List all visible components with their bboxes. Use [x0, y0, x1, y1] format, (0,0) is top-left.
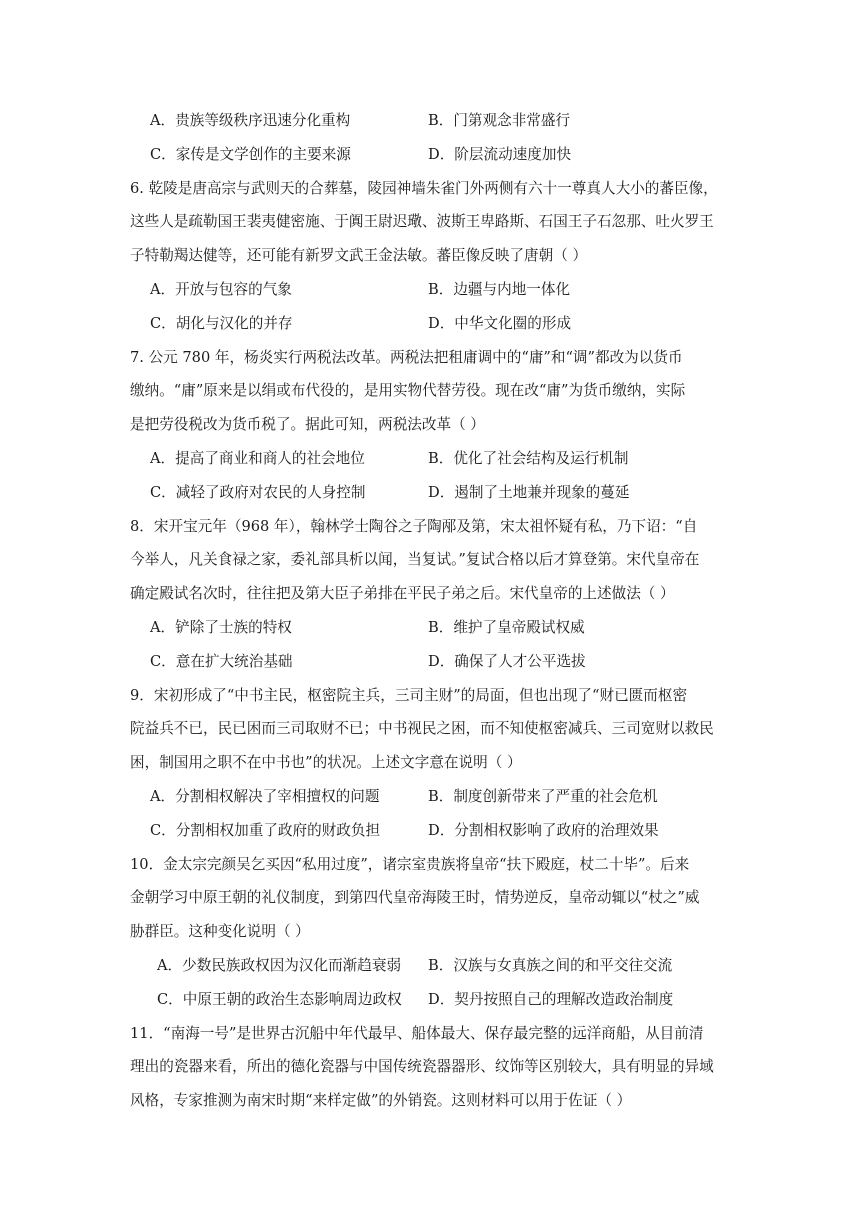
- q10-option-c: C．中原王朝的政治生态影响周边政权: [157, 991, 402, 1008]
- q10-option-a: A．少数民族政权因为汉化而渐趋衰弱: [157, 957, 402, 974]
- q8-stem-line-2: 今举人，凡关食禄之家，委礼部具析以闻，当复试。”复试合格以后才算登第。宋代皇帝在: [130, 551, 700, 568]
- q6-option-c: C．胡化与汉化的并存: [150, 315, 293, 332]
- q9-option-a: A．分割相权解决了宰相擅权的问题: [150, 788, 380, 805]
- q7-option-d: D．遏制了土地兼并现象的蔓延: [428, 484, 630, 501]
- q8-option-a: A．铲除了士族的特权: [150, 619, 292, 636]
- q9-stem-line-2: 院益兵不已，民已困而三司取财不已；中书视民之困，而不知使枢密减兵、三司宽财以救民: [130, 720, 714, 737]
- q9-option-b: B．制度创新带来了严重的社会危机: [428, 788, 658, 805]
- q5-option-c: C．家传是文学创作的主要来源: [150, 146, 351, 163]
- q6-option-d: D．中华文化圈的形成: [428, 315, 572, 332]
- q10-stem-line-1: 10．金太宗完颜吴乞买因“私用过度”，诸宗室贵族将皇帝“扶下殿庭，杖二十毕”。后来: [130, 856, 690, 873]
- q9-stem-line-3: 困，制国用之职不在中书也”的状况。上述文字意在说明（ ）: [130, 754, 522, 771]
- q9-stem-line-1: 9．宋初形成了“中书主民，枢密院主兵，三司主财”的局面，但也出现了“财已匮而枢密: [130, 687, 688, 704]
- q11-stem-line-3: 风格，专家推测为南宋时期“来样定做”的外销瓷。这则材料可以用于佐证（ ）: [130, 1092, 632, 1109]
- q7-option-a: A．提高了商业和商人的社会地位: [150, 450, 365, 467]
- q5-option-b: B．门第观念非常盛行: [428, 112, 571, 129]
- q11-stem-line-2: 理出的瓷器来看，所出的德化瓷器与中国传统瓷器器形、纹饰等区别较大，具有明显的异域: [130, 1058, 714, 1075]
- q11-stem-line-1: 11．“南海一号”是世界古沉船中年代最早、船体最大、保存最完整的远洋商船，从目前清: [130, 1025, 704, 1042]
- q8-stem-line-1: 8．宋开宝元年（968 年），翰林学士陶谷之子陶邴及第，宋太祖怀疑有私，乃下诏：“自: [130, 518, 698, 535]
- q5-option-d: D．阶层流动速度加快: [428, 146, 572, 163]
- q6-option-b: B．边疆与内地一体化: [428, 281, 571, 298]
- q10-stem-line-2: 金朝学习中原王朝的礼仪制度，到第四代皇帝海陵王时，情势逆反，皇帝动辄以“杖之”威: [130, 889, 700, 906]
- q10-option-b: B．汉族与女真族之间的和平交往交流: [428, 957, 673, 974]
- q9-option-d: D．分割相权影响了政府的治理效果: [428, 822, 659, 839]
- q7-stem-line-1: 7. 公元 780 年，杨炎实行两税法改革。两税法把租庸调中的“庸”和“调”都改为以货币: [130, 349, 683, 366]
- q6-stem-line-1: 6. 乾陵是唐高宗与武则天的合葬墓，陵园神墙朱雀门外两侧有六十一尊真人大小的蕃臣像，: [130, 180, 718, 197]
- q6-option-a: A．开放与包容的气象: [150, 281, 292, 298]
- q7-stem-line-2: 缴纳。“庸”原来是以绢或布代役的，是用实物代替劳役。现在改“庸”为货币缴纳，实际: [130, 382, 686, 399]
- q7-stem-line-3: 是把劳役税改为货币税了。据此可知，两税法改革（ ）: [130, 416, 485, 433]
- q8-option-c: C．意在扩大统治基础: [150, 653, 293, 670]
- q10-stem-line-3: 胁群臣。这种变化说明（ ）: [130, 923, 310, 940]
- q8-option-b: B．维护了皇帝殿试权威: [428, 619, 585, 636]
- q7-option-b: B．优化了社会结构及运行机制: [428, 450, 629, 467]
- q10-option-d: D．契丹按照自己的理解改造政治制度: [428, 991, 674, 1008]
- q7-option-c: C．减轻了政府对农民的人身控制: [150, 484, 366, 501]
- q8-option-d: D．确保了人才公平选拔: [428, 653, 586, 670]
- q8-stem-line-3: 确定殿试名次时，往往把及第大臣子弟排在平民子弟之后。宋代皇帝的上述做法（ ）: [130, 585, 675, 602]
- q6-stem-line-2: 这些人是疏勒国王裴夷健密施、于阗王尉迟璥、波斯王卑路斯、石国王子石忽那、吐火罗王: [130, 213, 714, 230]
- q5-option-a: A．贵族等级秩序迅速分化重构: [150, 112, 351, 129]
- q6-stem-line-3: 子特勒羯达健等，还可能有新罗文武王金法敏。蕃臣像反映了唐朝（ ）: [130, 247, 588, 264]
- q9-option-c: C．分割相权加重了政府的财政负担: [150, 822, 381, 839]
